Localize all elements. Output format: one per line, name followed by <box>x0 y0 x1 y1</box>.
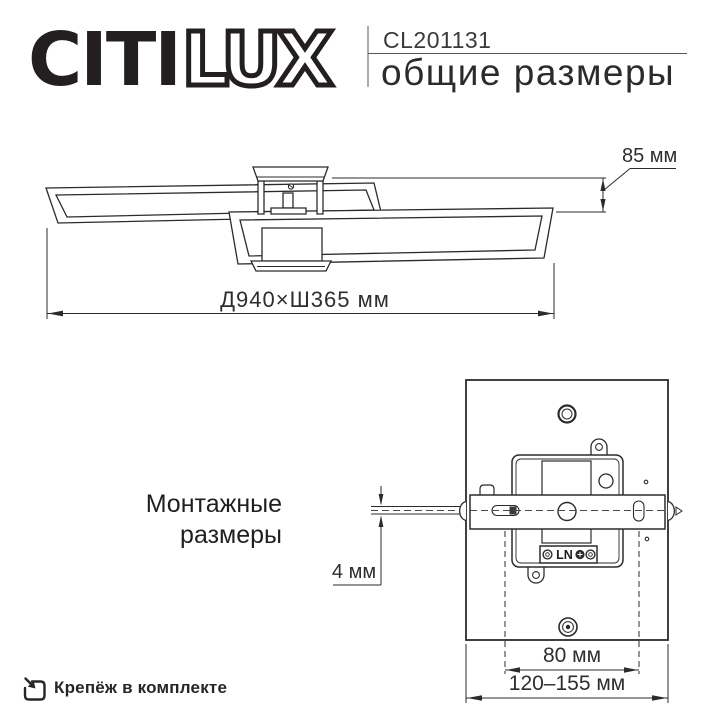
terminal-ln-label: LN <box>556 548 573 562</box>
dimension-label-size: Д940×Ш365 мм <box>220 287 390 312</box>
page-title: общие размеры <box>381 52 676 93</box>
brand-logo-lux: LUX <box>181 17 329 103</box>
driver-bottom-tab <box>528 567 544 583</box>
dimension-label-height: 85 мм <box>622 145 678 167</box>
mounting-title-line1: Монтажные <box>145 490 282 518</box>
product-code: CL201131 <box>383 27 492 53</box>
mounting-title-line2: размеры <box>180 521 282 549</box>
screw-right <box>668 502 674 521</box>
dimension-85mm <box>332 169 676 213</box>
driver-top-tab <box>591 439 607 455</box>
mounting-bar <box>470 495 665 529</box>
dimension-label-rod: 4 мм <box>331 561 377 583</box>
fixture-side-view <box>46 167 553 271</box>
screw-left <box>460 502 466 521</box>
mounting-plate-view <box>371 380 682 640</box>
brand-logo-citi: CITI <box>28 17 180 103</box>
fixture-bottom-box <box>251 228 331 271</box>
hardware-included-note: Крепёж в комплекте <box>54 678 228 697</box>
box-import-icon <box>25 679 45 700</box>
dimension-label-holes: 80 мм <box>542 644 602 667</box>
brand-logo <box>28 18 329 102</box>
mounting-section-title <box>100 489 282 551</box>
dimension-label-range: 120–155 мм <box>508 672 626 695</box>
